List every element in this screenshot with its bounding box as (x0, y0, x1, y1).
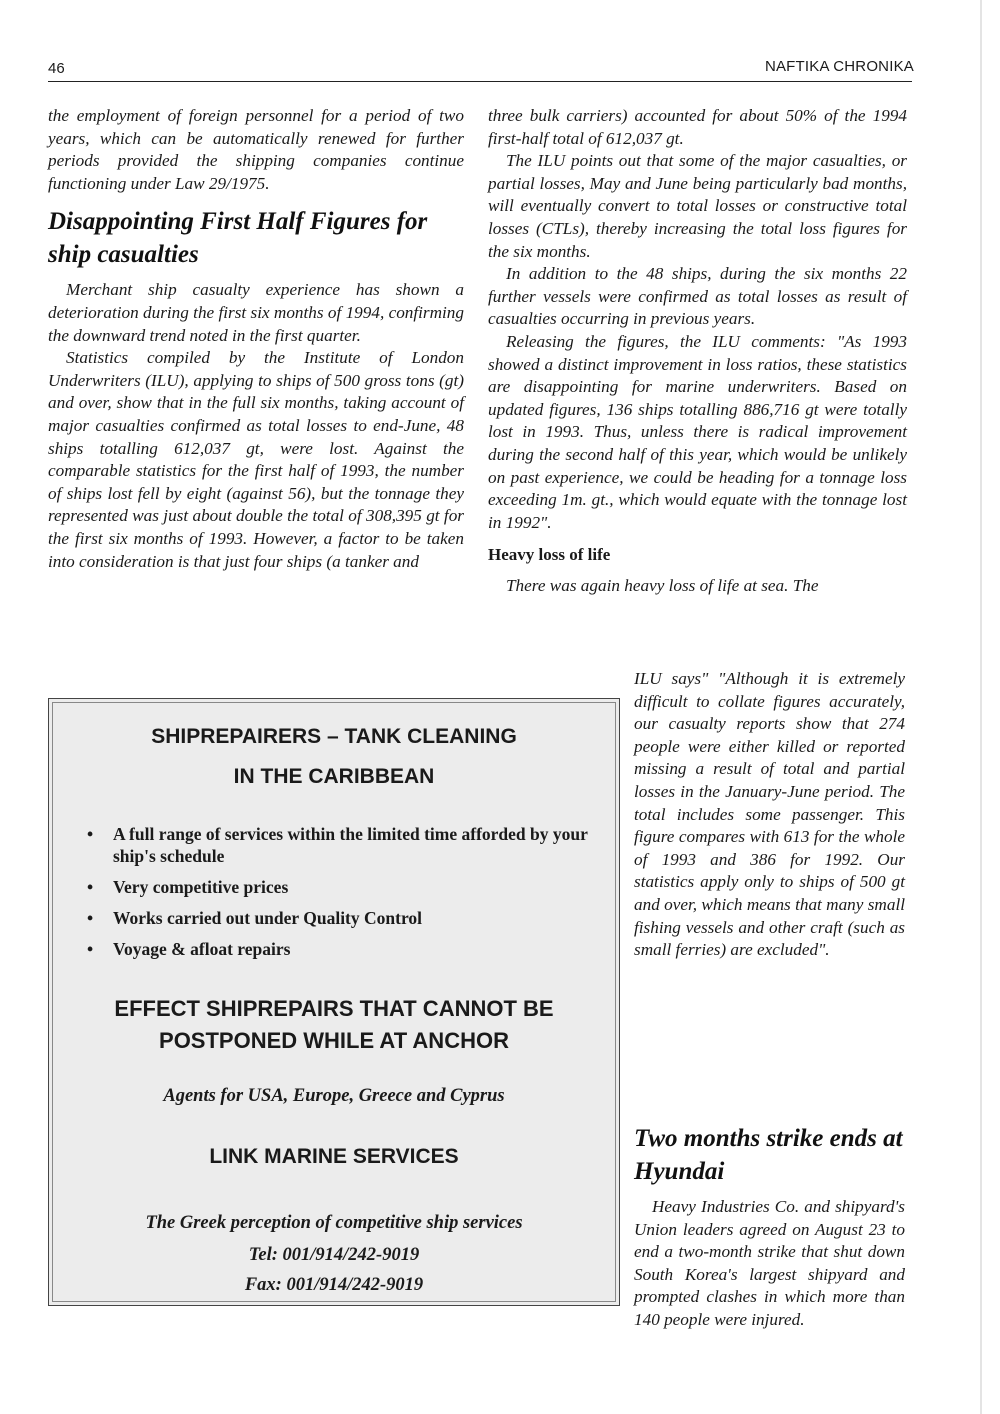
publication-title: NAFTIKA CHRONIKA (764, 58, 914, 75)
list-item (81, 938, 609, 960)
paragraph: Statistics compiled by the Institute of London Underwriters (ILU), applying to ships of 500 gross tons (gt) and over, show that in the full six months, taking account of major casualties confirmed as total losses to end-June, 48 ships totalling 612,037 gt, were lost. Against the comparable statistics for the first half of 1993, the number of ships lost fell by eight (against 56), but the tonnage they represented was just about double the total of 308,395 gt for the first six months of 1993. However, a factor to be taken into consideration is that just four ships (a tanker and (48, 348, 464, 571)
paragraph: In addition to the 48 ships, during the six months 22 further vessels were confirmed as total losses as result of casualties occurring in previous years. (488, 264, 907, 329)
paragraph: The ILU points out that some of the major casualties, or partial losses, May and June being particularly bad months, will eventually convert to total losses or constructive total losses (CTLs), thereby increasing the total loss figures for the six months. (488, 151, 907, 261)
ad-effect-line1: EFFECT SHIPREPAIRS THAT CANNOT BE (114, 996, 554, 1021)
ad-agents: Agents for USA, Europe, Greece and Cyprus (163, 1086, 505, 1106)
right-column-top (488, 105, 907, 597)
paragraph: ILU says" "Although it is extremely difficult to collate figures accurately, our casualty reports show that 274 people were either killed or reported missing a result of total and partial losses in the January-June period. The total includes some passenger. This figure compares with 613 for the whole of 1993 and 386 for 1992. Our statistics apply only to ships of 500 gt and over, which means that many small fishing vessels and other craft (such as small ferries) are excluded". (634, 669, 905, 960)
paragraph: There was again heavy loss of life at sea. The (506, 575, 819, 595)
list-item-text: Works carried out under Quality Control (113, 908, 423, 928)
subheading-loss-of-life: Heavy loss of life (488, 545, 611, 565)
ad-effect-heading (53, 993, 615, 1057)
ad-title-line1: SHIPREPAIRERS – TANK CLEANING (151, 725, 517, 748)
paragraph: Heavy Industries Co. and shipyard's Union leaders agreed on August 23 to end a two-month strike that shut down South Korea's largest shipyard and prompted clashes in which more than 140 people were injured. (634, 1197, 905, 1329)
paragraph: Merchant ship casualty experience has shown a deterioration during the first six months of 1994, confirming the downward trend noted in the first quarter. (48, 280, 464, 345)
bullet-icon: • (87, 908, 94, 928)
advertisement-box (48, 698, 620, 1306)
ad-company-name: LINK MARINE SERVICES (209, 1145, 459, 1168)
list-item (81, 876, 609, 898)
right-column-hyundai (634, 1122, 905, 1332)
header-rule (48, 81, 912, 82)
list-item (81, 907, 609, 929)
advertisement-inner-border (52, 702, 616, 1302)
paragraph: three bulk carriers) accounted for about 50% of the 1994 first-half total of 612,037 gt. (488, 106, 907, 148)
bullet-icon: • (87, 877, 94, 897)
paragraph: Releasing the figures, the ILU comments: "As 1993 showed a distinct improvement in loss ratios, these statistics are disappointing for marine underwriters. Based on updated figures, 136 ships totalling 886,716 gt were totally lost in 1993. Thus, unless there is radical improvement during the second half of this year, which would be unlikely on past experience, we could be heading for a tonnage loss exceeding 1m. gt., which would equate with the tonnage lost in 1992". (488, 331, 907, 532)
list-item (81, 823, 609, 867)
ad-title-line2: IN THE CARIBBEAN (233, 765, 435, 788)
right-column-narrow (634, 668, 905, 962)
list-item-text: A full range of services within the limited time afforded by your ship's schedule (113, 824, 588, 866)
bullet-icon: • (87, 824, 94, 844)
page-number: 46 (48, 60, 65, 77)
left-column (48, 105, 464, 573)
list-item-text: Very competitive prices (113, 877, 289, 897)
ad-effect-line2: POSTPONED WHILE AT ANCHOR (159, 1028, 509, 1053)
intro-paragraph: the employment of foreign personnel for a period of two years, which can be automatically renewed for further periods provided the shipping companies continue functioning under Law 29/1975. (48, 106, 464, 193)
bullet-icon: • (87, 939, 94, 959)
article-heading-hyundai: Two months strike ends at Hyundai (634, 1125, 903, 1185)
page-edge (980, 0, 982, 1414)
ad-bullet-list (81, 823, 609, 969)
list-item-text: Voyage & afloat repairs (113, 939, 291, 959)
ad-telephone: Tel: 001/914/242-9019 (248, 1245, 420, 1265)
article-heading-casualties: Disappointing First Half Figures for ship casualties (48, 208, 428, 269)
ad-fax: Fax: 001/914/242-9019 (244, 1275, 424, 1295)
ad-tagline: The Greek perception of competitive ship services (145, 1213, 523, 1233)
